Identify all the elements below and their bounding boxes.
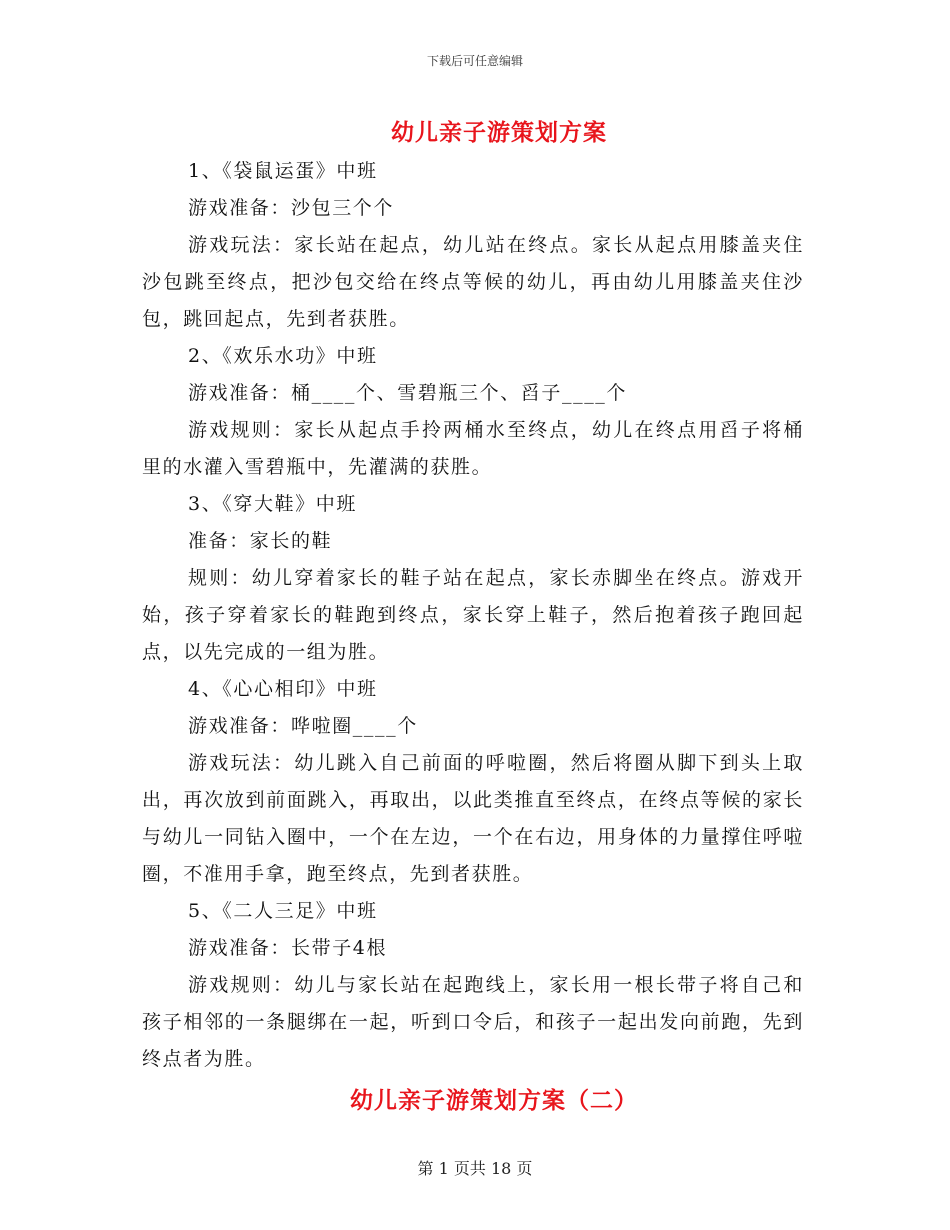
section-heading: 1、《袋鼠运蛋》中班	[188, 160, 378, 182]
page-number: 第 1 页共 18 页	[417, 1159, 533, 1178]
paragraph: 游戏准备：长带子4根	[188, 937, 388, 959]
paragraph: 准备：家长的鞋	[188, 530, 333, 552]
document-body	[142, 153, 804, 1078]
paragraph: 游戏玩法：幼儿跳入自己前面的呼啦圈，然后将圈从脚下到头上取出，再次放到前面跳入，再取出，以此类推直至终点，在终点等候的家长与幼儿一同钻入圈中，一个在左边，一个在右边，用身体的力量撑住呼啦圈，不准用手拿，跑至终点，先到者获胜。	[142, 752, 804, 885]
document-title: 幼儿亲子游策划方案	[391, 119, 607, 146]
section-heading: 3、《穿大鞋》中班	[188, 493, 357, 515]
second-section-title: 幼儿亲子游策划方案（二）	[350, 1087, 638, 1114]
paragraph: 规则：幼儿穿着家长的鞋子站在起点，家长赤脚坐在终点。游戏开始，孩子穿着家长的鞋跑到终点，家长穿上鞋子，然后抱着孩子跑回起点，以先完成的一组为胜。	[142, 567, 804, 663]
section-heading: 4、《心心相印》中班	[188, 678, 378, 700]
section-heading: 2、《欢乐水功》中班	[188, 345, 378, 367]
paragraph: 游戏玩法：家长站在起点，幼儿站在终点。家长从起点用膝盖夹住沙包跳至终点，把沙包交给在终点等候的幼儿，再由幼儿用膝盖夹住沙包，跳回起点，先到者获胜。	[142, 234, 804, 330]
paragraph: 游戏准备：桶____个、雪碧瓶三个、舀子____个	[188, 382, 628, 404]
paragraph: 游戏规则：幼儿与家长站在起跑线上，家长用一根长带子将自己和孩子相邻的一条腿绑在一起，听到口令后，和孩子一起出发向前跑，先到终点者为胜。	[142, 974, 804, 1070]
paragraph: 游戏准备：沙包三个个	[188, 197, 395, 219]
page-header-note: 下载后可任意编辑	[426, 54, 523, 68]
paragraph: 游戏规则：家长从起点手拎两桶水至终点，幼儿在终点用舀子将桶里的水灌入雪碧瓶中，先灌满的获胜。	[142, 419, 804, 478]
paragraph: 游戏准备：哗啦圈____个	[188, 715, 418, 737]
section-heading: 5、《二人三足》中班	[188, 900, 378, 922]
